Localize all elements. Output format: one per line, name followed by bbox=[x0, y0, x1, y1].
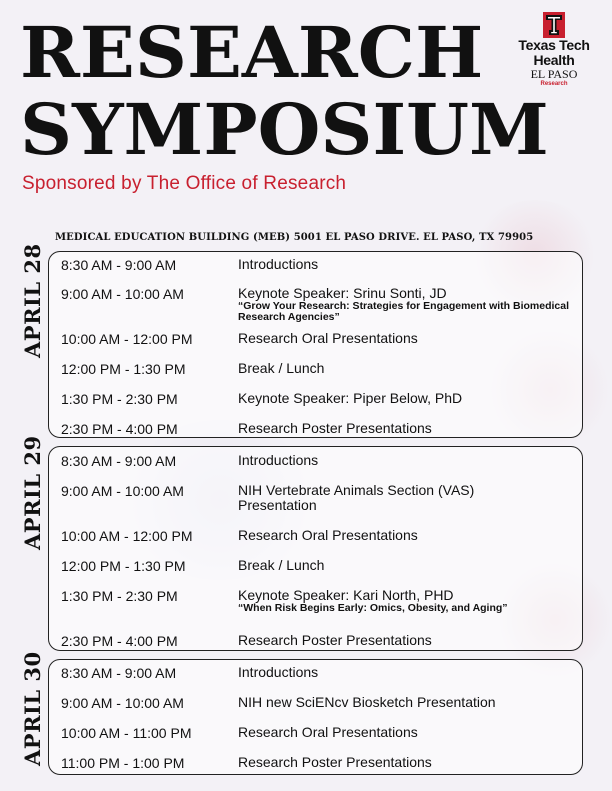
session-title: Introductions bbox=[238, 256, 319, 272]
session-time: 8:30 AM - 9:00 AM bbox=[61, 453, 177, 469]
logo-text-line-2: Health bbox=[533, 52, 575, 68]
session-time: 9:00 AM - 10:00 AM bbox=[61, 695, 184, 711]
title-line-2: SYMPOSIUM bbox=[20, 88, 549, 171]
double-t-icon bbox=[543, 12, 565, 38]
session-title: Keynote Speaker: Piper Below, PhD bbox=[238, 390, 463, 406]
session-title: NIH Vertebrate Animals Section (VAS) Presentation bbox=[238, 482, 475, 513]
session-title: Keynote Speaker: Srinu Sonti, JD bbox=[238, 285, 447, 301]
day-label-april-29: APRIL 29 bbox=[20, 435, 45, 550]
session-title: Research Poster Presentations bbox=[238, 420, 432, 436]
title-line-1: RESEARCH bbox=[20, 11, 484, 94]
day-label-april-28: APRIL 28 bbox=[20, 243, 45, 358]
session-title: Introductions bbox=[238, 452, 319, 468]
session-time: 1:30 PM - 2:30 PM bbox=[61, 391, 178, 407]
session-time: 9:00 AM - 10:00 AM bbox=[61, 286, 184, 302]
session-title: Research Oral Presentations bbox=[238, 724, 418, 740]
session-time: 9:00 AM - 10:00 AM bbox=[61, 483, 184, 499]
session-quote: “When Risk Begins Early: Omics, Obesity, and Aging” bbox=[238, 602, 508, 614]
session-title: Keynote Speaker: Kari North, PHD bbox=[238, 587, 454, 603]
logo-text-line-4: Research bbox=[540, 81, 568, 87]
day-box-april-28 bbox=[48, 251, 583, 438]
logo-text-line-1: Texas Tech bbox=[518, 37, 590, 53]
session-title: Break / Lunch bbox=[238, 360, 325, 376]
session-title: Break / Lunch bbox=[238, 557, 325, 573]
session-time: 10:00 AM - 11:00 PM bbox=[61, 725, 192, 741]
session-time: 1:30 PM - 2:30 PM bbox=[61, 588, 178, 604]
session-title: NIH new SciENcv Biosketch Presentation bbox=[238, 694, 496, 710]
day-box-april-29 bbox=[48, 446, 583, 651]
session-time: 2:30 PM - 4:00 PM bbox=[61, 421, 178, 437]
session-title: Research Poster Presentations bbox=[238, 632, 432, 648]
session-time: 8:30 AM - 9:00 AM bbox=[61, 257, 177, 273]
logo-text-line-3: EL PASO bbox=[530, 67, 578, 81]
session-time: 2:30 PM - 4:00 PM bbox=[61, 633, 178, 649]
sponsor-line: Sponsored by The Office of Research bbox=[22, 173, 347, 194]
session-time: 10:00 AM - 12:00 PM bbox=[61, 331, 193, 347]
session-title: Research Oral Presentations bbox=[238, 527, 418, 543]
day-box-april-30 bbox=[48, 659, 583, 775]
session-time: 12:00 PM - 1:30 PM bbox=[61, 361, 186, 377]
session-quote: “Grow Your Research: Strategies for Engagement with Biomedical Research Agencies” bbox=[238, 300, 570, 323]
session-time: 12:00 PM - 1:30 PM bbox=[61, 558, 186, 574]
session-time: 8:30 AM - 9:00 AM bbox=[61, 665, 177, 681]
session-title: Research Poster Presentations bbox=[238, 754, 432, 770]
session-title: Introductions bbox=[238, 664, 319, 680]
session-time: 11:00 PM - 1:00 PM bbox=[61, 755, 185, 771]
session-time: 10:00 AM - 12:00 PM bbox=[61, 528, 193, 544]
day-label-april-30: APRIL 30 bbox=[20, 651, 45, 766]
event-address: MEDICAL EDUCATION BUILDING (MEB) 5001 EL PASO DRIVE. EL PASO, TX 79905 bbox=[55, 232, 534, 243]
ttuhsc-logo bbox=[514, 12, 594, 88]
session-title: Research Oral Presentations bbox=[238, 330, 418, 346]
